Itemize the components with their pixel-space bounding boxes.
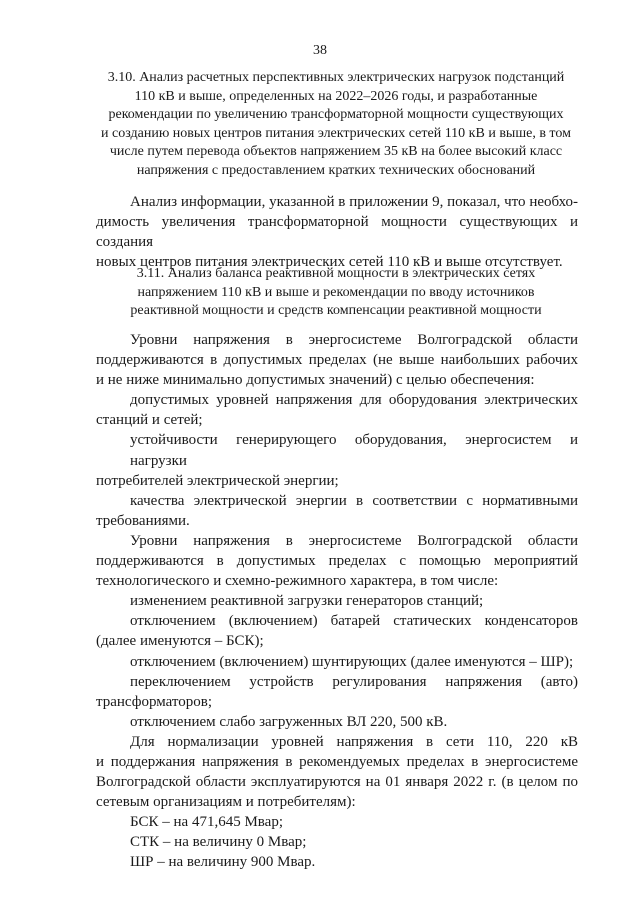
body-line: БСК – на 471,645 Мвар; bbox=[130, 814, 284, 831]
body-line: станций и сетей; bbox=[96, 412, 203, 429]
paragraph-line: Анализ информации, указанной в приложении 9, показал, что необхо- bbox=[130, 194, 578, 210]
heading-line: напряжения с предоставлением кратких технических обоснований bbox=[136, 162, 536, 178]
paragraph-line: новых центров питания электрических сетей 110 кВ и выше отсутствует. bbox=[96, 254, 563, 270]
body-line: и поддержания напряжения в рекомендуемых пределах в энергосистеме bbox=[96, 753, 578, 770]
body-line: допустимых уровней напряжения для оборудования электрических bbox=[130, 392, 578, 409]
section-3-11-body bbox=[96, 330, 578, 873]
body-line: потребителей электрической энергии; bbox=[96, 472, 339, 489]
body-line: сетевым организациям и потребителям): bbox=[96, 794, 356, 811]
body-line: изменением реактивной загрузки генераторов станций; bbox=[130, 593, 484, 610]
body-line: отключением слабо загруженных ВЛ 220, 500 кВ. bbox=[130, 713, 448, 730]
body-line: Для нормализации уровней напряжения в сети 110, 220 кВ bbox=[130, 733, 578, 750]
section-3-11-heading bbox=[96, 265, 576, 321]
heading-line: 3.11. Анализ баланса реактивной мощности в электрических сетях bbox=[136, 266, 536, 281]
heading-line: 110 кВ и выше, определенных на 2022–2026 годы, и разработанные bbox=[134, 88, 538, 104]
heading-line: и созданию новых центров питания электрических сетей 110 кВ и выше, в том bbox=[101, 125, 571, 141]
heading-line: числе путем перевода объектов напряжением 35 кВ на более высокий класс bbox=[109, 144, 563, 160]
body-line: Уровни напряжения в энергосистеме Волгоградской области bbox=[130, 332, 578, 348]
body-line: отключением (включением) батарей статических конденсаторов bbox=[130, 613, 578, 630]
body-line: ШР – на величину 900 Мвар. bbox=[130, 854, 316, 871]
body-line: и не ниже минимально допустимых значений) с целью обеспечения: bbox=[96, 372, 535, 389]
heading-line: напряжением 110 кВ и выше и рекомендации по вводу источников bbox=[137, 284, 535, 300]
heading-line: реактивной мощности и средств компенсации реактивной мощности bbox=[130, 303, 542, 319]
heading-line: рекомендации по увеличению трансформаторной мощности существующих bbox=[108, 107, 564, 123]
heading-line: 3.10. Анализ расчетных перспективных электрических нагрузок подстанций bbox=[107, 70, 565, 85]
body-line: переключением устройств регулирования напряжения (авто) bbox=[130, 673, 578, 690]
body-line: поддерживаются в допустимых пределах с помощью мероприятий bbox=[96, 553, 578, 570]
body-line: Уровни напряжения в энергосистеме Волгоградской области bbox=[130, 532, 578, 549]
body-line: качества электрической энергии в соответствии с нормативными bbox=[130, 492, 578, 509]
paragraph-line: димость увеличения трансформаторной мощности существующих и создания bbox=[96, 214, 578, 250]
body-line: трансформаторов; bbox=[96, 693, 213, 710]
body-line: поддерживаются в допустимых пределах (не выше наибольших рабочих bbox=[96, 352, 578, 369]
body-line: Волгоградской области эксплуатируются на 01 января 2022 г. (в целом по bbox=[96, 774, 578, 791]
body-line: технологического и схемно-режимного характера, в том числе: bbox=[96, 573, 499, 590]
body-line: отключением (включением) шунтирующих (далее именуются – ШР); bbox=[130, 653, 574, 670]
section-3-10-heading bbox=[96, 69, 576, 181]
body-line: устойчивости генерирующего оборудования, энергосистем и нагрузки bbox=[130, 432, 578, 469]
section-3-10-paragraph bbox=[96, 192, 578, 272]
page-number: 38 bbox=[313, 43, 327, 58]
body-line: требованиями. bbox=[96, 512, 190, 529]
body-line: СТК – на величину 0 Мвар; bbox=[130, 834, 307, 851]
body-line: (далее именуются – БСК); bbox=[96, 633, 264, 650]
